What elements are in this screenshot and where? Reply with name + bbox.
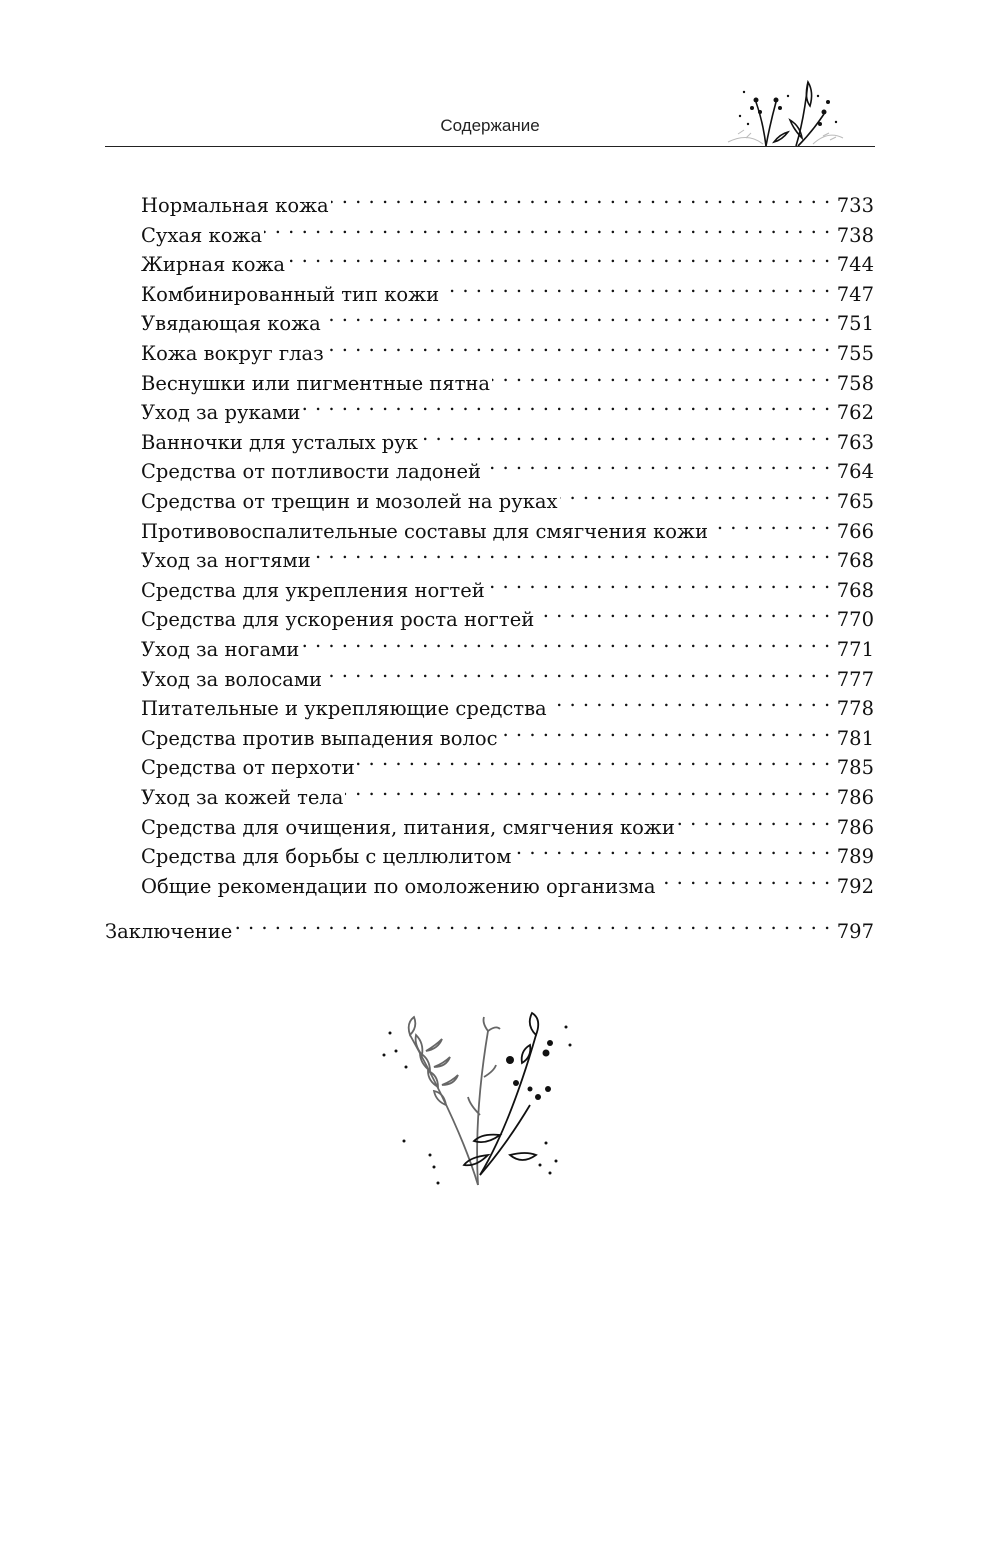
toc-subentry xyxy=(141,389,874,425)
toc-entry-title: Уход за руками xyxy=(141,401,301,425)
running-header-title: Содержание xyxy=(440,116,540,135)
dot-leader xyxy=(492,360,831,390)
toc-entry-page: 768 xyxy=(836,578,874,602)
toc-subentry xyxy=(141,182,874,217)
toc-subentry xyxy=(141,537,874,573)
toc-entry-title: Средства против выпадения волос xyxy=(141,726,498,750)
toc-entry-page: 762 xyxy=(836,401,874,425)
toc-subentry xyxy=(141,419,874,454)
dot-leader xyxy=(441,271,831,301)
toc-entry-title: Уход за ногами xyxy=(141,638,300,661)
header-rule xyxy=(105,146,875,147)
dot-leader xyxy=(264,212,831,242)
toc-entry-title: Нормальная кожа xyxy=(141,194,329,217)
toc-entry-title: Средства от потливости ладоней xyxy=(141,460,482,484)
toc-subentry xyxy=(141,478,874,513)
toc-entry-page: 747 xyxy=(836,282,874,306)
toc-entry-page: 771 xyxy=(836,638,874,661)
dot-leader xyxy=(326,330,831,360)
dot-leader xyxy=(323,300,831,330)
toc-entry-title: Заключение xyxy=(105,920,233,943)
toc-subentry xyxy=(141,241,874,277)
toc-entry-title: Средства для ускорения роста ногтей xyxy=(141,608,535,632)
toc-entry-page: 785 xyxy=(836,756,874,780)
toc-subentry xyxy=(141,330,874,365)
toc-entry-title: Уход за ногтями xyxy=(141,549,311,573)
dot-leader xyxy=(420,419,831,449)
toc-subentry xyxy=(141,212,874,247)
toc-entry-page: 778 xyxy=(836,697,874,721)
dot-leader xyxy=(549,685,831,715)
toc-entry-page: 770 xyxy=(836,608,874,632)
toc-entry-title: Увядающая кожа xyxy=(141,312,321,336)
toc-subentry xyxy=(141,685,874,721)
toc-entry-title: Средства для укрепления ногтей xyxy=(141,578,485,602)
dot-leader xyxy=(560,478,831,508)
toc-entry-title: Жирная кожа xyxy=(141,253,286,277)
toc-entry-title: Уход за кожей тела xyxy=(141,786,344,809)
toc-entry-page: 733 xyxy=(836,194,874,217)
dot-leader xyxy=(301,626,831,656)
dot-leader xyxy=(657,863,830,893)
toc-subentry xyxy=(141,744,874,780)
dot-leader xyxy=(357,744,831,774)
toc-entry-title: Общие рекомендации по омоложению организма xyxy=(141,874,656,898)
toc-subentry xyxy=(141,774,874,809)
toc-entry-title: Питательные и укрепляющие средства xyxy=(141,697,547,721)
toc-entry-page: 751 xyxy=(836,312,874,336)
toc-subentry xyxy=(141,804,874,839)
toc-entry-title: Кожа вокруг глаз xyxy=(141,342,324,365)
toc-entry-title: Сухая кожа xyxy=(141,223,263,247)
toc-entry-title: Средства для очищения, питания, смягчения кожи xyxy=(141,815,675,839)
toc-subentry xyxy=(141,833,874,869)
dot-leader xyxy=(324,656,831,686)
toc-entry-page: 758 xyxy=(836,371,874,395)
toc-entry-conclusion xyxy=(105,908,874,943)
toc-subentry xyxy=(141,271,874,306)
toc-entry-page: 797 xyxy=(836,920,874,943)
toc-entry-page: 744 xyxy=(836,253,874,277)
toc-entry-page: 768 xyxy=(836,549,874,573)
dot-leader xyxy=(302,389,830,419)
floral-branch-icon xyxy=(370,1005,590,1190)
toc-subentry xyxy=(141,656,874,691)
toc-entry-title: Противовоспалительные составы для смягчения кожи xyxy=(141,519,708,543)
dot-leader xyxy=(483,448,831,478)
toc-entry-page: 777 xyxy=(836,667,874,691)
toc-subentry xyxy=(141,863,874,898)
toc-entry-title: Средства для борьбы с целлюлитом xyxy=(141,845,512,869)
toc-entry-page: 766 xyxy=(836,519,874,543)
toc-entry-page: 738 xyxy=(836,223,874,247)
dot-leader xyxy=(536,596,831,626)
toc-entry-page: 792 xyxy=(836,874,874,898)
dot-leader xyxy=(710,508,831,538)
toc-subentry xyxy=(141,300,874,336)
toc-subentry xyxy=(141,508,874,543)
toc-subentry xyxy=(141,715,874,750)
toc-entry-page: 789 xyxy=(836,845,874,869)
toc-entry-page: 764 xyxy=(836,460,874,484)
dot-leader xyxy=(287,241,831,271)
dot-leader xyxy=(513,833,830,863)
toc-entry-page: 781 xyxy=(836,726,874,750)
toc-entry-title: Комбинированный тип кожи xyxy=(141,282,440,306)
floral-sprig-icon xyxy=(718,72,848,150)
dot-leader xyxy=(234,908,830,938)
dot-leader xyxy=(345,774,830,804)
toc-entry-title: Ванночки для усталых рук xyxy=(141,430,418,454)
dot-leader xyxy=(313,537,831,567)
toc-subentry xyxy=(141,567,874,602)
toc-subentry xyxy=(141,626,874,661)
toc-entry-title: Уход за волосами xyxy=(141,667,323,691)
toc-subentry xyxy=(141,596,874,632)
toc-subentry xyxy=(141,360,874,395)
toc-entry-page: 765 xyxy=(836,490,874,513)
dot-leader xyxy=(487,567,831,597)
toc-entry-title: Средства от перхоти xyxy=(141,756,355,780)
toc-entry-title: Веснушки или пигментные пятна xyxy=(141,371,491,395)
toc-entry-page: 786 xyxy=(836,815,874,839)
toc-entry-page: 786 xyxy=(836,786,874,809)
dot-leader xyxy=(331,182,831,212)
toc-subentry xyxy=(141,448,874,484)
dot-leader xyxy=(677,804,831,834)
toc-entry-title: Средства от трещин и мозолей на руках xyxy=(141,490,558,513)
toc-entry-page: 763 xyxy=(836,430,874,454)
dot-leader xyxy=(500,715,831,745)
toc-entry-page: 755 xyxy=(836,342,874,365)
